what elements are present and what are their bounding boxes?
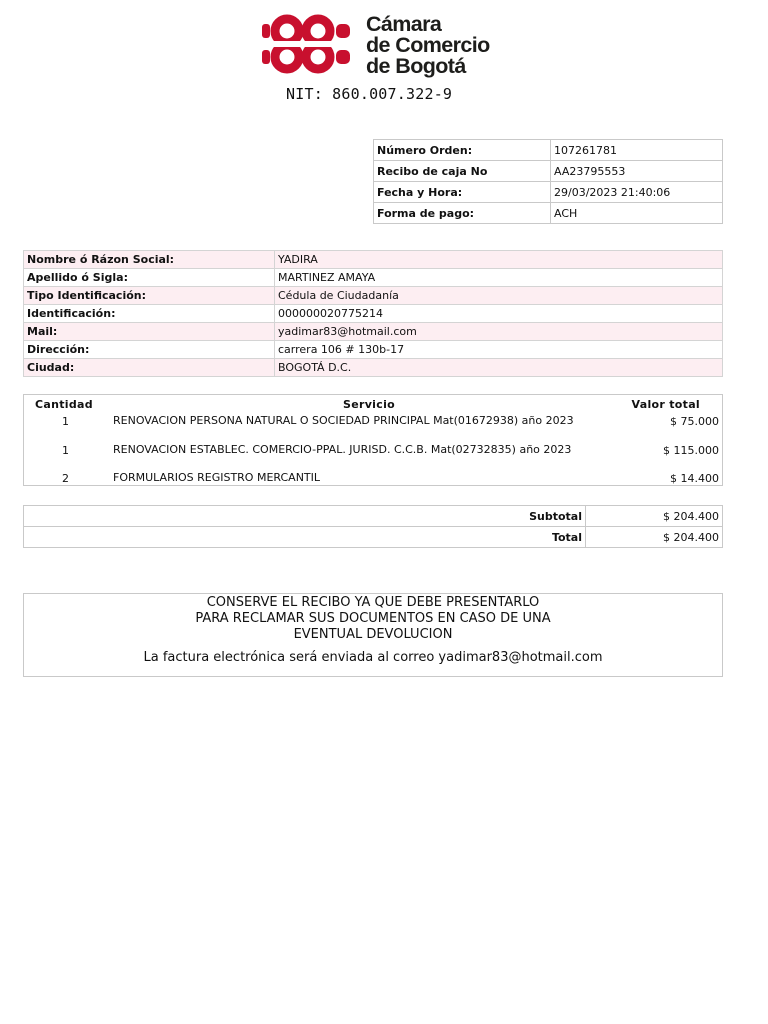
order-label: Forma de pago:: [374, 203, 551, 224]
order-value: ACH: [551, 203, 723, 224]
item-total: $ 14.400: [670, 472, 719, 485]
client-value: yadimar83@hotmail.com: [275, 323, 723, 341]
item-qty: 1: [62, 444, 69, 457]
notice-line: PARA RECLAMAR SUS DOCUMENTOS EN CASO DE UNA: [195, 611, 551, 626]
client-row: [24, 359, 723, 377]
nit-number: NIT: 860.007.322-9: [286, 85, 453, 103]
client-label: Tipo Identificación:: [24, 287, 275, 305]
logo-line: de Bogotá: [366, 54, 466, 78]
order-value: 29/03/2023 21:40:06: [551, 182, 723, 203]
order-row: [374, 203, 723, 224]
client-label: Mail:: [24, 323, 275, 341]
order-label: Recibo de caja No: [374, 161, 551, 182]
qty-header: Cantidad: [35, 398, 93, 411]
client-value: MARTINEZ AMAYA: [275, 269, 723, 287]
logo-line: Cámara: [366, 12, 442, 36]
client-label: Nombre ó Rázon Social:: [24, 251, 275, 269]
item-total: $ 115.000: [663, 444, 719, 457]
client-row: [24, 323, 723, 341]
ccb-logo: [262, 14, 512, 78]
client-label: Apellido ó Sigla:: [24, 269, 275, 287]
client-label: Ciudad:: [24, 359, 275, 377]
services-table: [23, 394, 723, 486]
order-label: Fecha y Hora:: [374, 182, 551, 203]
item-service: RENOVACION PERSONA NATURAL O SOCIEDAD PRINCIPAL Mat(01672938) año 2023: [113, 414, 574, 427]
order-info-table: [373, 139, 723, 224]
ccb-logo-mark-icon: [262, 14, 362, 74]
client-label: Dirección:: [24, 341, 275, 359]
total-label: Total: [24, 527, 586, 548]
client-row: [24, 305, 723, 323]
client-row: [24, 251, 723, 269]
item-qty: 1: [62, 415, 69, 428]
order-row: [374, 161, 723, 182]
total-header: Valor total: [631, 398, 700, 411]
client-row: [24, 269, 723, 287]
client-value: 000000020775214: [275, 305, 723, 323]
service-header: Servicio: [343, 398, 395, 411]
subtotal-label: Subtotal: [24, 506, 586, 527]
order-value: 107261781: [551, 140, 723, 161]
client-value: YADIRA: [275, 251, 723, 269]
totals-table: [23, 505, 723, 548]
client-label: Identificación:: [24, 305, 275, 323]
notice-line: EVENTUAL DEVOLUCION: [293, 627, 453, 642]
item-qty: 2: [62, 472, 69, 485]
order-row: [374, 182, 723, 203]
total-row: [24, 527, 723, 548]
client-info-table: [23, 250, 723, 377]
order-label: Número Orden:: [374, 140, 551, 161]
item-service: FORMULARIOS REGISTRO MERCANTIL: [113, 471, 321, 484]
logo-line: de Comercio: [366, 33, 490, 57]
subtotal-row: [24, 506, 723, 527]
client-value: Cédula de Ciudadanía: [275, 287, 723, 305]
order-value: AA23795553: [551, 161, 723, 182]
ccb-logo-wordmark: [366, 14, 490, 77]
item-total: $ 75.000: [670, 415, 719, 428]
notice-box: [23, 593, 723, 677]
total-value: $ 204.400: [586, 527, 723, 548]
subtotal-value: $ 204.400: [586, 506, 723, 527]
e-invoice-notice: La factura electrónica será enviada al correo yadimar83@hotmail.com: [143, 650, 603, 665]
client-value: BOGOTÁ D.C.: [275, 359, 723, 377]
client-row: [24, 287, 723, 305]
order-row: [374, 140, 723, 161]
item-service: RENOVACION ESTABLEC. COMERCIO-PPAL. JURISD. C.C.B. Mat(02732835) año 2023: [113, 443, 572, 456]
notice-line: CONSERVE EL RECIBO YA QUE DEBE PRESENTARLO: [206, 595, 540, 610]
client-value: carrera 106 # 130b-17: [275, 341, 723, 359]
client-row: [24, 341, 723, 359]
